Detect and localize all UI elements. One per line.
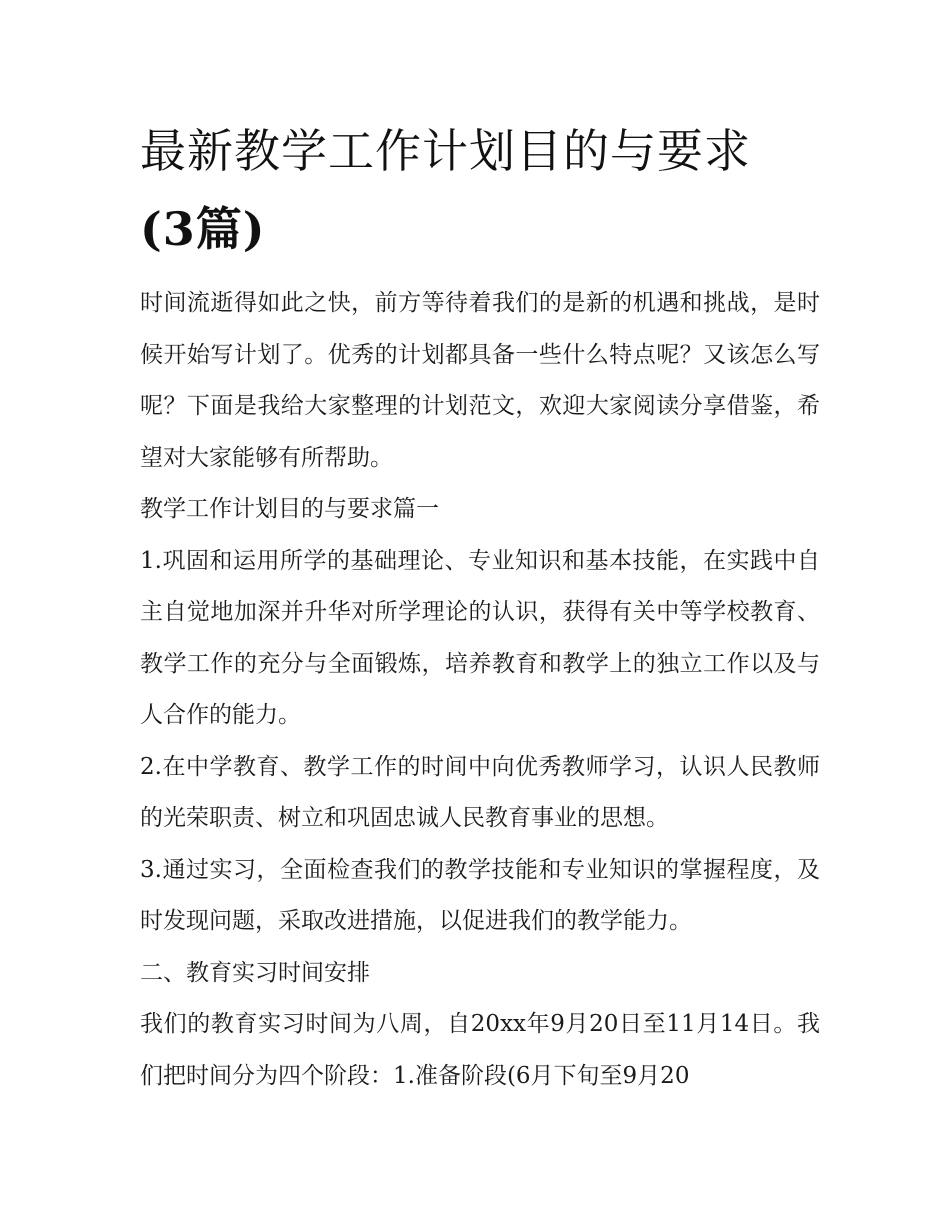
document-body [140,112,820,1102]
title-line-2: (3篇) [140,202,266,256]
list-item-3: 3.通过实习，全面检查我们的教学技能和专业知识的掌握程度，及时发现问题，采取改进措施，以促进我们的教学能力。 [140,856,820,934]
list-item-1: 1.巩固和运用所学的基础理论、专业知识和基本技能，在实践中自主自觉地加深并升华对所学理论的认识，获得有关中等学校教育、教学工作的充分与全面锻炼，培养教育和教学上的独立工作以及与人合作的能力。 [140,547,820,728]
title-line-1: 最新教学工作计划目的与要求 [140,124,751,178]
section-heading-1: 教学工作计划目的与要求篇一 [140,496,439,522]
intro-paragraph: 时间流逝得如此之快，前方等待着我们的是新的机遇和挑战，是时候开始写计划了。优秀的计划都具备一些什么特点呢？又该怎么写呢？下面是我给大家整理的计划范文，欢迎大家阅读分享借鉴，希望对大家能够有所帮助。 [140,290,820,471]
list-item-2: 2.在中学教育、教学工作的时间中向优秀教师学习，认识人民教师的光荣职责、树立和巩固忠诚人民教育事业的思想。 [140,753,820,831]
schedule-paragraph: 我们的教育实习时间为八周，自20xx年9月20日至11月14日。我们把时间分为四个阶段：1.准备阶段(6月下旬至9月20 [140,1011,820,1089]
document-title [140,112,820,268]
section-heading-2: 二、教育实习时间安排 [140,959,370,986]
